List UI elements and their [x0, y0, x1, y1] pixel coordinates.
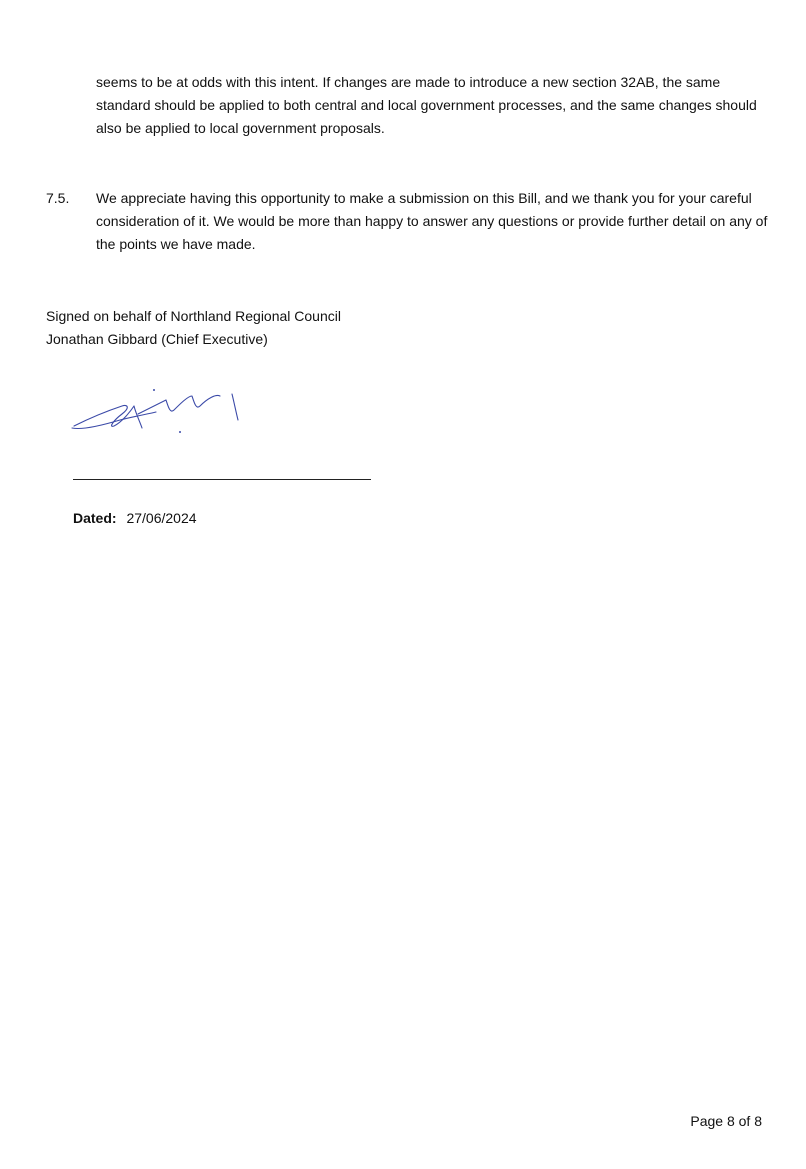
dated-value: 27/06/2024 [126, 510, 197, 526]
signature-line [73, 479, 371, 480]
signatory-name: Jonathan Gibbard (Chief Executive) [46, 331, 268, 347]
paragraph-number: 7.5. [46, 190, 70, 206]
page-number: Page 8 of 8 [690, 1113, 762, 1129]
continued-paragraph: seems to be at odds with this intent. If changes are made to introduce a new section 32AB, the same standard should be applied to both central and local government processes, and the same changes should also be applied to local government proposals. [96, 74, 757, 136]
dated-label: Dated: [73, 510, 117, 526]
signature-block [46, 305, 341, 351]
paragraph-text: We appreciate having this opportunity to make a submission on this Bill, and we thank you for your careful consideration of it. We would be more than happy to answer any questions or provide further detail on any of the points we have made. [96, 190, 768, 252]
signed-on-behalf-line: Signed on behalf of Northland Regional Council [46, 308, 341, 324]
dated-line [73, 507, 197, 530]
handwritten-signature [70, 384, 245, 436]
